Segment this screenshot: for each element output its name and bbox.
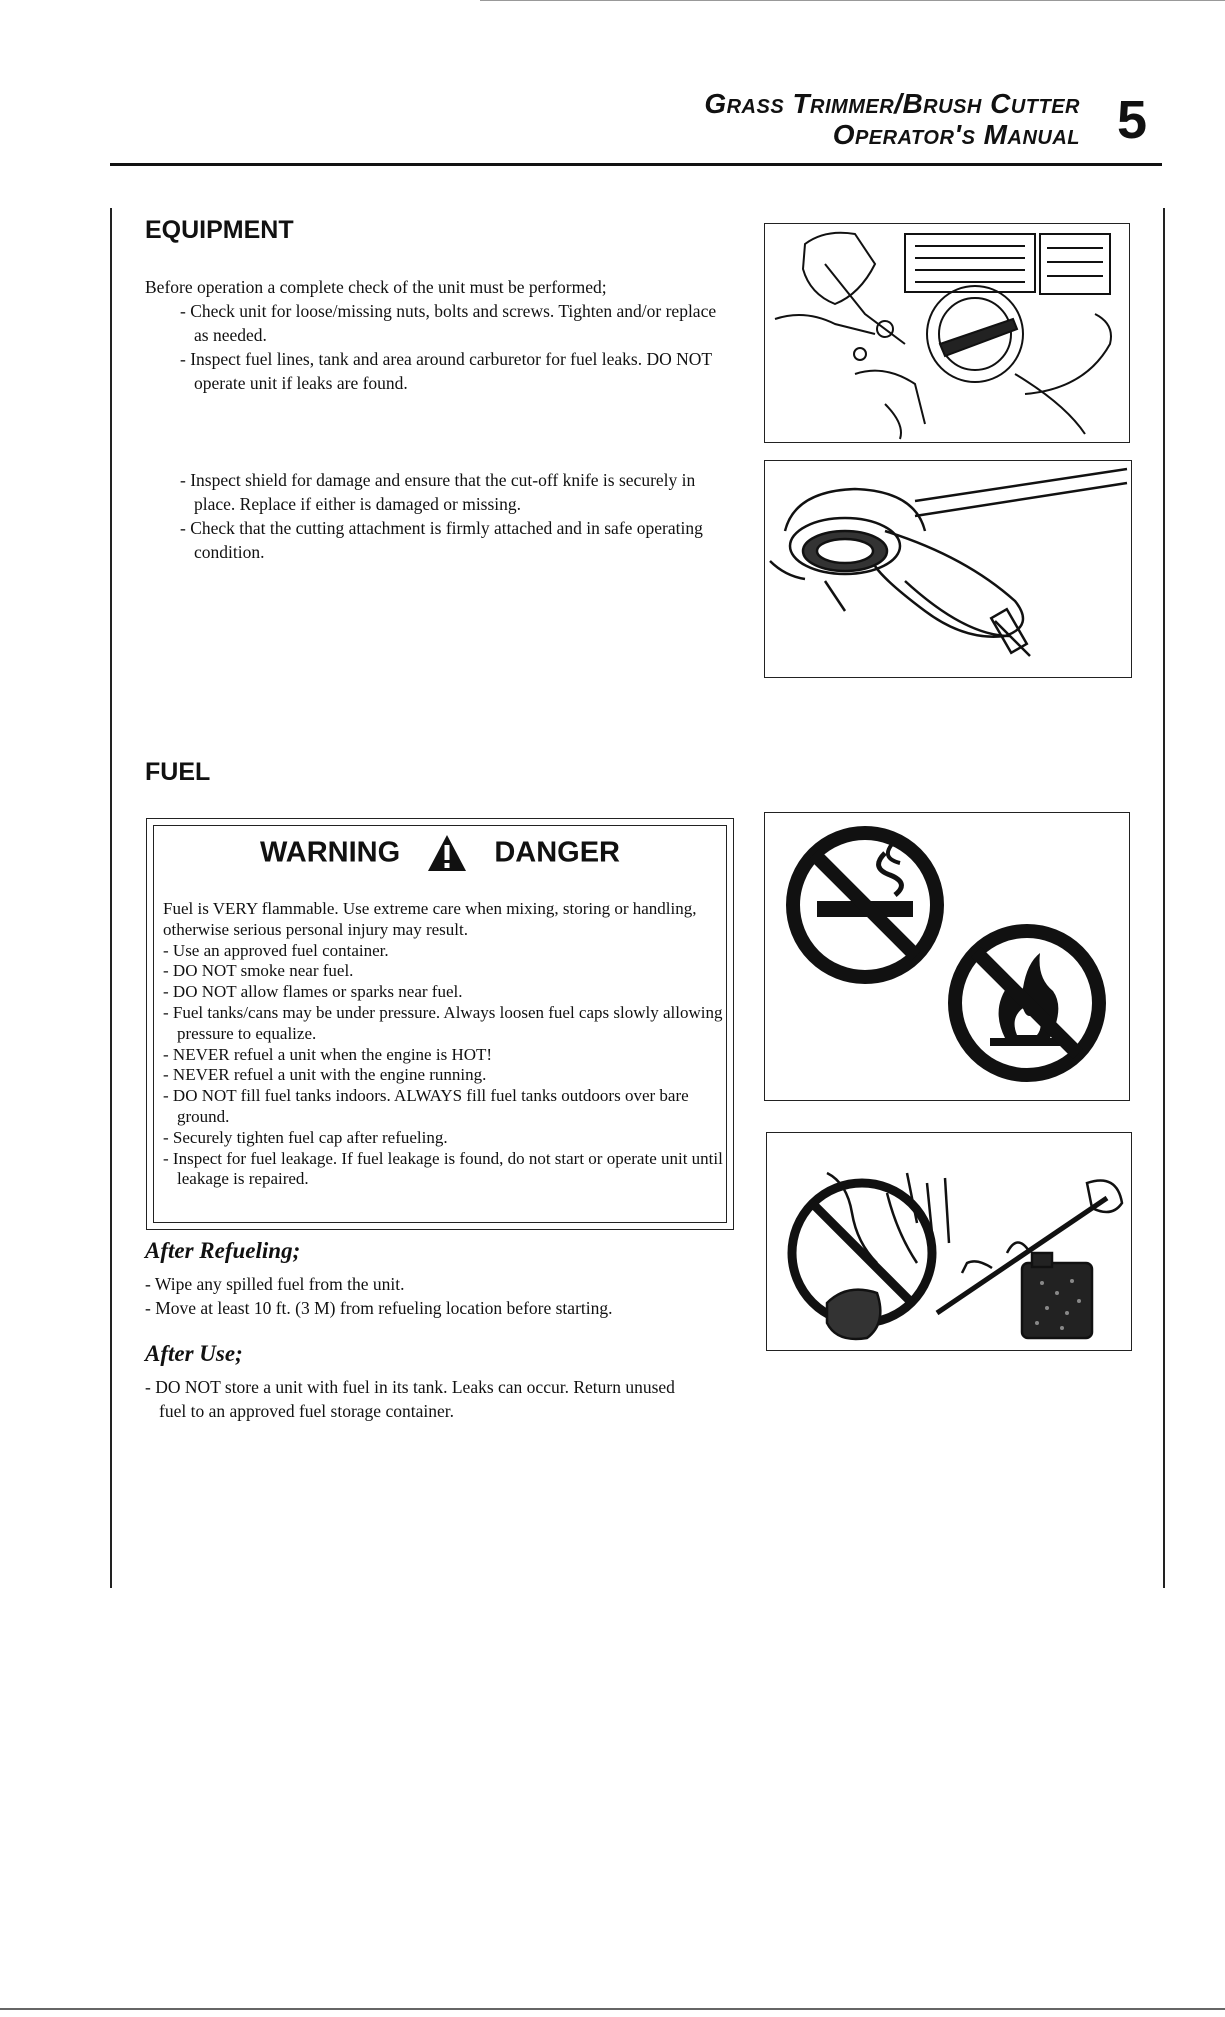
list-item: - Inspect for fuel leakage. If fuel leakage is found, do not start or operate unit until leakage is repaired. [163, 1148, 723, 1189]
fuel-heading: FUEL [145, 758, 211, 786]
equipment-intro: Before operation a complete check of the unit must be performed; [145, 277, 607, 297]
warning-label: WARNING [260, 836, 401, 869]
list-item: - DO NOT allow flames or sparks near fuel. [163, 982, 463, 1002]
list-item: - Fuel tanks/cans may be under pressure. Always loosen fuel caps slowly allowing pressure to equalize. [163, 1002, 723, 1043]
after-use-heading: After Use; [145, 1341, 243, 1366]
page-header-title [704, 88, 1080, 150]
list-item: - Wipe any spilled fuel from the unit. [145, 1274, 405, 1294]
list-item: - Check that the cutting attachment is firmly attached and in safe operating condition. [180, 518, 703, 562]
prohibition-signs [765, 813, 1129, 1100]
no-smoking-no-flames-illustration [764, 812, 1130, 1101]
warning-title [147, 833, 733, 873]
bottom-edge-line [0, 2008, 1225, 2010]
list-item: - DO NOT smoke near fuel. [163, 961, 354, 981]
page-number: 5 [1116, 90, 1147, 150]
shield-illustration [764, 460, 1132, 678]
after-refueling-heading: After Refueling; [145, 1238, 301, 1263]
equipment-intro-block [145, 275, 735, 395]
list-item: - DO NOT fill fuel tanks indoors. ALWAYS fill fuel tanks outdoors over bare ground. [163, 1086, 689, 1126]
fuel-warning-box [146, 818, 734, 1230]
equipment-list-top [180, 299, 720, 395]
after-use-list [145, 1375, 705, 1423]
cutting-head-drawing [765, 461, 1131, 677]
list-item: - Use an approved fuel container. [163, 940, 389, 960]
right-margin-line [1163, 208, 1165, 1588]
refueling-illustration [766, 1132, 1132, 1351]
list-item: - Inspect fuel lines, tank and area around carburetor for fuel leaks. DO NOT operate unit if leaks are found. [180, 349, 712, 393]
after-refueling-list [145, 1272, 745, 1320]
top-edge-line [480, 0, 1225, 1]
no-smoking-icon [793, 833, 937, 977]
header-divider [110, 163, 1162, 166]
warning-triangle-icon [426, 833, 468, 873]
header-title-line-2: Operator's Manual [832, 119, 1080, 150]
no-flames-icon [955, 931, 1099, 1075]
warning-intro: Fuel is VERY flammable. Use extreme care when mixing, storing or handling, otherwise serious personal injury may result. [163, 899, 697, 939]
warning-list [163, 941, 723, 1191]
left-margin-line [110, 208, 112, 1588]
danger-label: DANGER [494, 836, 620, 869]
list-item: - Securely tighten fuel cap after refueling. [163, 1127, 448, 1147]
equipment-list-bottom [180, 468, 720, 564]
list-item: - Move at least 10 ft. (3 M) from refueling location before starting. [145, 1298, 613, 1318]
equipment-heading: EQUIPMENT [145, 216, 294, 244]
list-item: - DO NOT store a unit with fuel in its tank. Leaks can occur. Return unused fuel to an approved fuel storage container. [145, 1377, 675, 1421]
list-item: - NEVER refuel a unit with the engine running. [163, 1065, 487, 1085]
list-item: - Check unit for loose/missing nuts, bolts and screws. Tighten and/or replace as needed. [180, 301, 717, 345]
list-item: - Inspect shield for damage and ensure that the cut-off knife is securely in place. Replace if either is damaged or missing. [180, 470, 696, 514]
header-title-line-1: Grass Trimmer/Brush Cutter [704, 88, 1080, 119]
list-item: - NEVER refuel a unit when the engine is HOT! [163, 1044, 493, 1064]
refueling-drawing [767, 1133, 1131, 1350]
warning-text [163, 899, 723, 1190]
carburetor-illustration [764, 223, 1130, 443]
engine-drawing [765, 224, 1129, 442]
